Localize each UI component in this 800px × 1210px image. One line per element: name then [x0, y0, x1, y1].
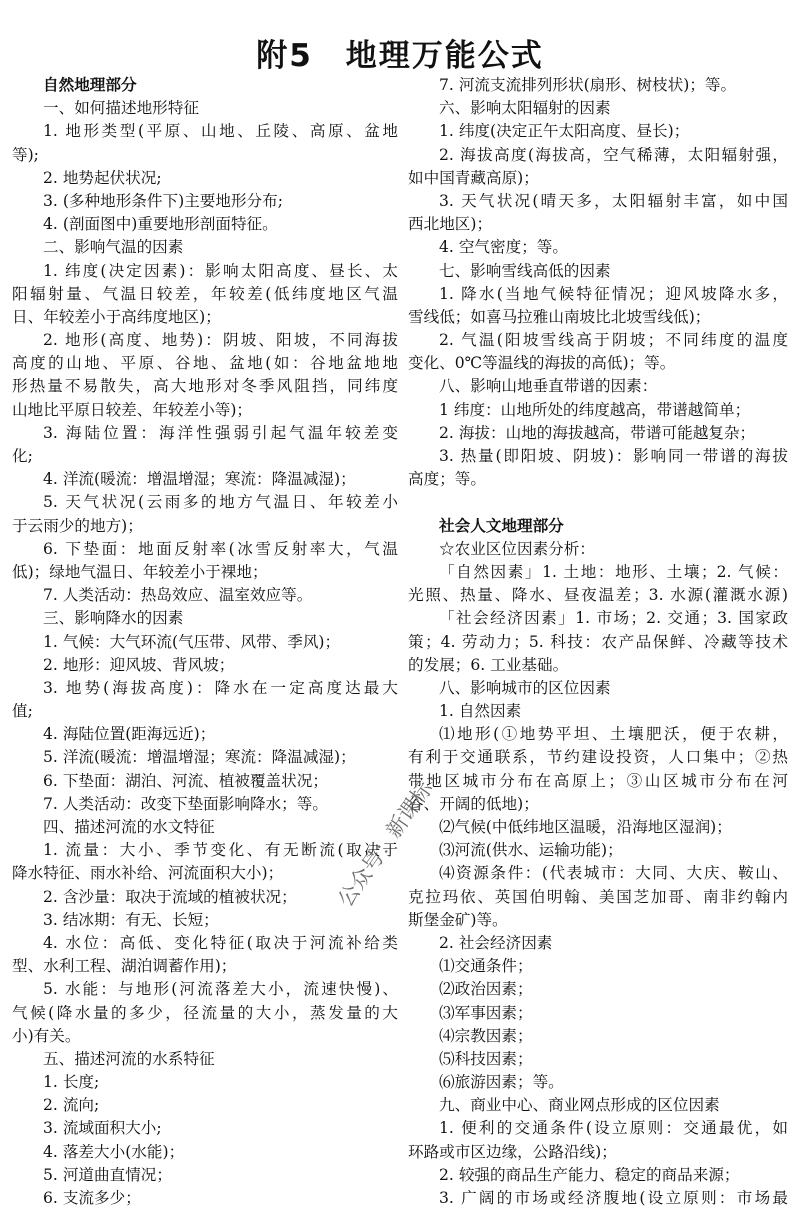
text-line: 3. (多种地形条件下)主要地形分布;	[43, 191, 283, 210]
text-line: 日、年较差小于高纬度地区)；	[12, 307, 221, 326]
text-line: 2. 海拔：山地的海拔越高，带谱可能越复杂；	[439, 423, 756, 442]
text-line: 西北地区)；	[408, 215, 493, 234]
text-line: 1 纬度：山地所处的纬度越高，带谱越简单；	[439, 400, 751, 419]
text-line: 八、影响山地垂直带谱的因素：	[439, 377, 658, 396]
text-line: 7. 人类活动：改变下垫面影响降水；等。	[43, 794, 328, 813]
text-line: 1. 纬度(决定正午太阳高度、昼长)；	[439, 122, 690, 141]
text-line: 1. 纬度(决定因素)：影响太阳高度、昼长、太	[43, 261, 398, 280]
text-line: 4. 洋流(暖流：增温增湿；寒流：降温减湿)；	[43, 470, 356, 489]
text-line: 降水特征、雨水补给、河流面积大小)；	[12, 864, 284, 883]
text-line: 雪线低；如喜马拉雅山南坡比北坡雪线低)；	[408, 307, 711, 326]
text-line: 于云雨少的地方)；	[12, 516, 143, 535]
text-line	[408, 491, 788, 514]
text-line: 3. 天气状况(晴天多，太阳辐射丰富，如中国	[439, 191, 788, 210]
text-line: 等);	[12, 145, 39, 164]
text-line: ⑶河流(供水、运输功能)；	[439, 841, 623, 860]
text-line: 值;	[12, 702, 33, 721]
text-line: 小)有关。	[12, 1026, 81, 1045]
text-line: 八、影响城市的区位因素	[439, 678, 611, 697]
text-line: 5. 天气状况(云雨多的地方气温日、年较差小	[43, 493, 398, 512]
right-column	[408, 74, 788, 1210]
text-line: 斯堡金矿)等。	[408, 910, 508, 929]
text-line: 4. 水位：高低、变化特征(取决于河流补给类	[43, 933, 398, 952]
text-line: 四、描述河流的水文特征	[43, 818, 215, 836]
text-line: 6. 支流多少；	[43, 1189, 141, 1207]
text-line: 6. 下垫面：地面反射率(冰雪反射率大，气温	[43, 539, 398, 558]
text-line: 3. 海陆位置：海洋性强弱引起气温年较差变	[43, 423, 398, 442]
text-line: 3. 地势(海拔高度)：降水在一定高度达最大	[43, 678, 398, 697]
text-line: 3. 结冰期：有无、长短；	[43, 910, 219, 929]
text-line: 3. 流域面积大小;	[43, 1119, 162, 1138]
text-line: 山地比平原日较差、年较差小等)；	[12, 400, 252, 419]
text-line: 2. 地势起伏状况;	[43, 168, 162, 187]
text-line: 型、水利工程、湖泊调蓄作用)；	[12, 957, 237, 976]
text-line: 1. 降水(当地气候特征情况；迎风坡降水多，	[439, 284, 788, 303]
text-line: 5. 水能：与地形(河流落差大小，流速快慢)、	[43, 980, 398, 999]
text-line: 有利于交通联系，节约建设投资，人口集中；②热	[408, 748, 788, 767]
text-line: 光照、热量、降水、昼夜温差；3. 水源(灌溉水源)	[408, 586, 788, 605]
text-line: 策；4. 劳动力；5. 科技：农产品保鲜、冷藏等技术	[408, 632, 788, 651]
text-line: 2. 海拔高度(海拔高，空气稀薄，太阳辐射强，	[439, 145, 788, 164]
text-line: ⑶军事因素；	[439, 1003, 533, 1022]
text-line: 3. 热量(即阳坡、阴坡)：影响同一带谱的海拔	[439, 447, 788, 465]
text-line: 的发展；6. 工业基础。	[408, 655, 569, 674]
text-line: ⑴地形(①地势平坦、土壤肥沃，便于农耕，	[439, 725, 788, 744]
section-heading: 社会人文地理部分	[439, 516, 564, 535]
text-line: 2. 流向;	[43, 1096, 100, 1115]
text-line: 化;	[12, 447, 33, 465]
text-line: 阳辐射量、气温日较差，年较差(低纬度地区气温	[12, 284, 398, 303]
text-line: 1. 地形类型(平原、山地、丘陵、高原、盆地	[43, 122, 398, 141]
text-line: 3. 广阔的市场或经济腹地(设立原则：市场最	[439, 1189, 788, 1207]
text-line: ☆农业区位因素分析：	[439, 539, 595, 558]
text-line: 形热量不易散失，高大地形对冬季风阻挡，同纬度	[12, 377, 398, 396]
text-line: 4. 落差大小(水能)；	[43, 1142, 185, 1161]
text-line: 三、影响降水的因素	[43, 609, 184, 628]
text-line: 1. 长度;	[43, 1073, 100, 1092]
text-line: 五、描述河流的水系特征	[43, 1049, 215, 1068]
text-line: ⑵政治因素；	[439, 980, 533, 999]
text-line: 2. 地形(高度、地势)：阴坡、阳坡，不同海拔	[43, 331, 398, 350]
text-line: 「自然因素」1. 土地：地形、土壤；2. 气候：	[439, 562, 788, 581]
text-line: ⑷宗教因素；	[439, 1026, 533, 1045]
text-line: 九、商业中心、商业网点形成的区位因素	[439, 1096, 720, 1115]
text-line: ⑴交通条件；	[439, 957, 533, 976]
text-line: 变化、0℃等温线的海拔的高低)；等。	[408, 354, 676, 373]
text-line: 1. 气候：大气环流(气压带、风带、季风)；	[43, 632, 341, 651]
text-line: 2. 社会经济因素	[439, 933, 553, 952]
text-line: 高度；等。	[408, 470, 486, 489]
text-line: 2. 较强的商品生产能力、稳定的商品来源；	[439, 1165, 740, 1184]
watermark-text: 公众号：新课标	[333, 776, 438, 912]
text-line: ⑹旅游因素；等。	[439, 1073, 564, 1092]
text-line: 「社会经济因素」1. 市场；2. 交通；3. 国家政	[439, 609, 788, 628]
text-line: 一、如何描述地形特征	[43, 99, 199, 118]
text-line: ⑵气候(中低纬地区温暖，沿海地区湿润)；	[439, 818, 732, 836]
text-line: 环路或市区边缘，公路沿线)；	[408, 1142, 617, 1161]
text-line: ⑸科技因素；	[439, 1049, 533, 1068]
text-line: 2. 含沙量：取决于流域的植被状况；	[43, 887, 297, 906]
text-line: 4. 空气密度；等。	[439, 238, 568, 257]
text-line: 2. 气温(阳坡雪线高于阴坡；不同纬度的温度	[439, 331, 788, 350]
left-column	[12, 74, 398, 1210]
text-line: 气候(降水量的多少，径流量的大小，蒸发量的大	[12, 1003, 398, 1022]
text-line: 5. 洋流(暖流：增温增湿；寒流：降温减湿)；	[43, 748, 356, 767]
text-line: 带地区城市分布在高原上；③山区城市分布在河	[408, 771, 788, 790]
text-line: 1. 自然因素	[439, 702, 522, 721]
text-line: 7. 河流支流排列形状(扇形、树枝状)；等。	[439, 76, 737, 94]
text-line: 七、影响雪线高低的因素	[439, 261, 611, 280]
page-title: 附5 地理万能公式	[256, 38, 544, 74]
section-heading: 自然地理部分	[43, 76, 137, 94]
text-line: 高度的山地、平原、谷地、盆地(如：谷地盆地地	[12, 354, 398, 373]
text-line: 克拉玛依、英国伯明翰、美国芝加哥、南非约翰内	[408, 887, 788, 906]
text-line: 1. 流量：大小、季节变化、有无断流(取决于	[43, 841, 398, 860]
text-line: 6. 下垫面：湖泊、河流、植被覆盖状况；	[43, 771, 328, 790]
text-line: 1. 便利的交通条件(设立原则：交通最优，如	[439, 1119, 788, 1138]
text-line: 2. 地形：迎风坡、背风坡；	[43, 655, 235, 674]
text-line: 谷、开阔的低地)；	[408, 794, 539, 813]
text-line: 低)；绿地气温日、年较差小于裸地；	[12, 562, 268, 581]
text-line: 六、影响太阳辐射的因素	[439, 99, 611, 118]
text-line: 4. 海陆位置(距海远近)；	[43, 725, 216, 744]
text-line: 7. 人类活动：热岛效应、温室效应等。	[43, 586, 313, 605]
text-line: 二、影响气温的因素	[43, 238, 184, 257]
text-line: 5. 河道曲直情况；	[43, 1165, 172, 1184]
text-line: 如中国青藏高原)；	[408, 168, 539, 187]
text-line: 4. (剖面图中)重要地形剖面特征。	[43, 215, 278, 234]
text-line: ⑷资源条件：(代表城市：大同、大庆、鞍山、	[439, 864, 788, 883]
